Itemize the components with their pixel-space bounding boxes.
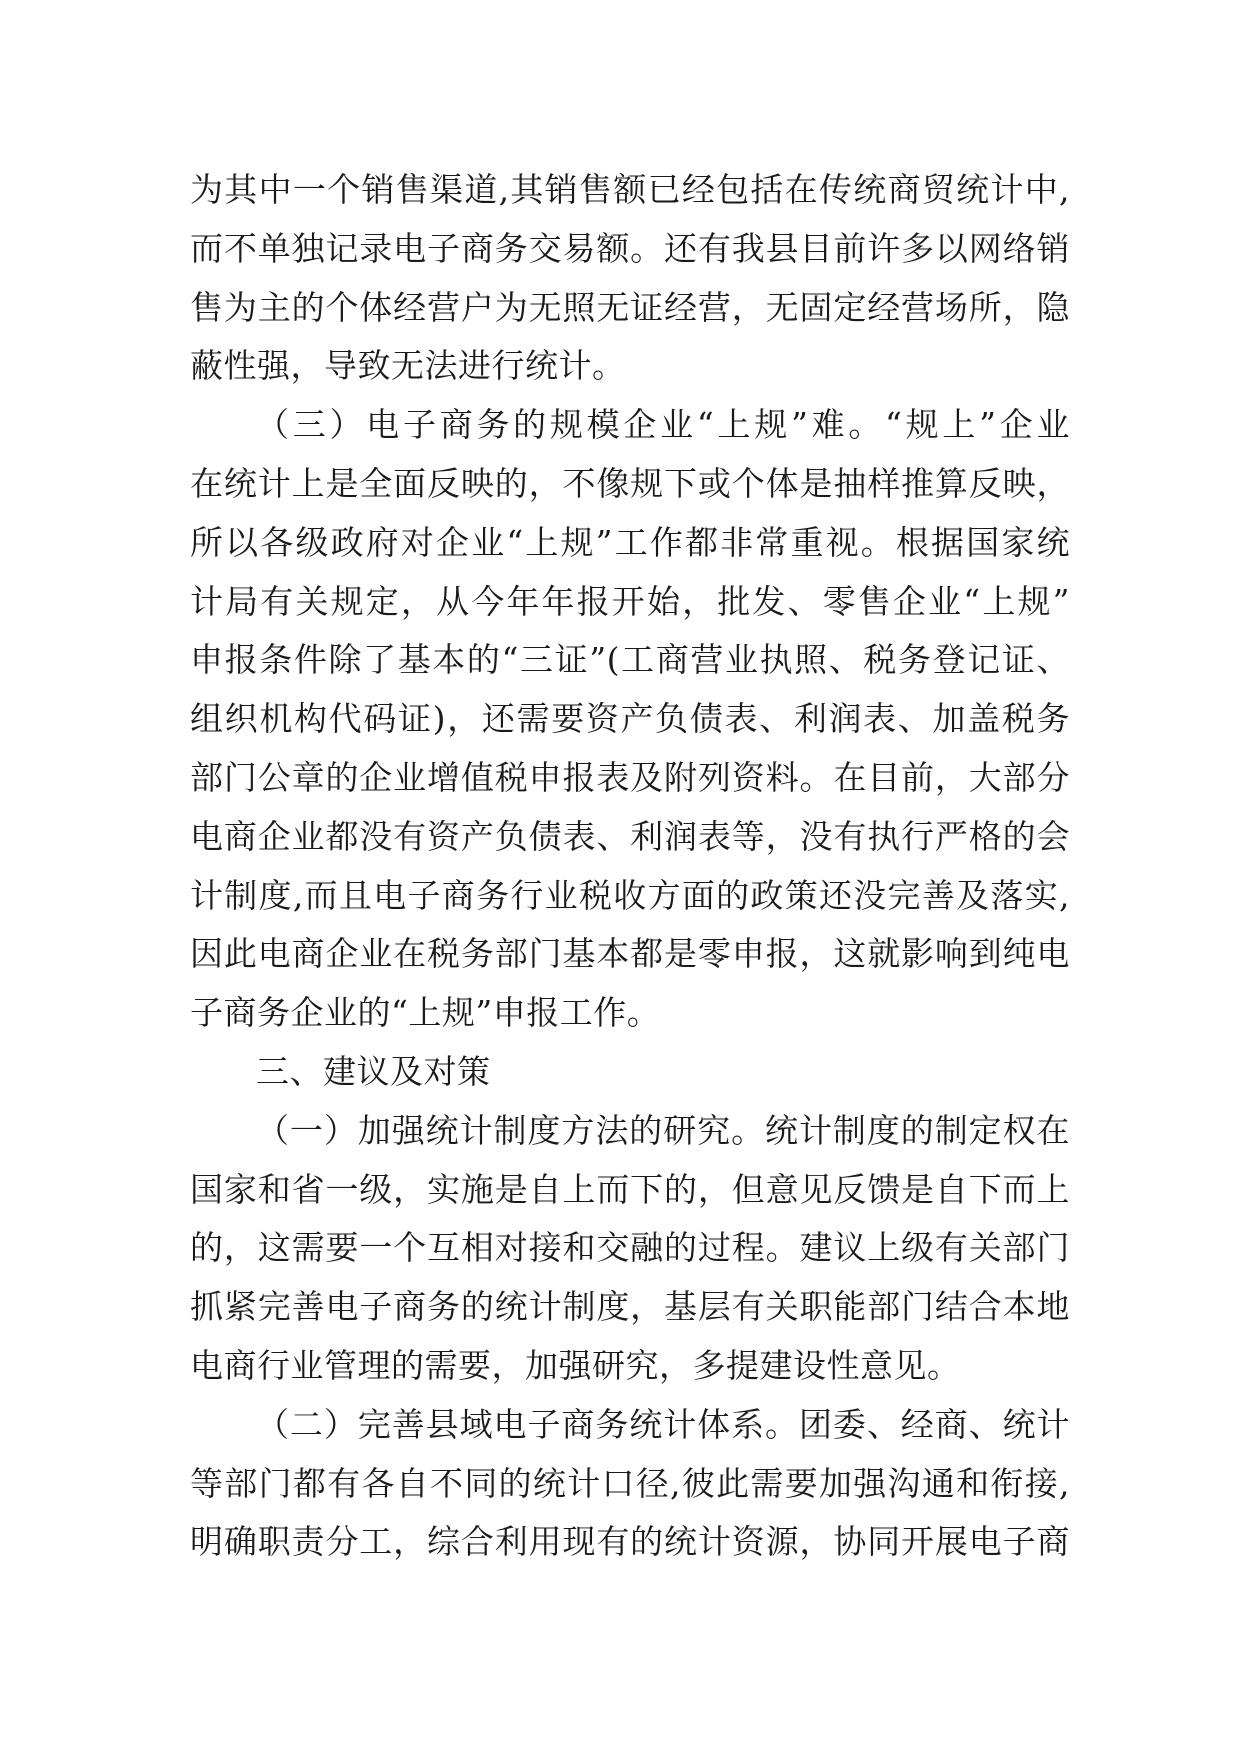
paragraph-line: 组织机构代码证)，还需要资产负债表、利润表、加盖税务 (190, 699, 1070, 739)
paragraph-line: 所以各级政府对企业“上规”工作都非常重视。根据国家统 (190, 522, 1070, 562)
paragraph-line: 等部门都有各自不同的统计口径,彼此需要加强沟通和衔接, (190, 1463, 1070, 1503)
paragraph-line: 抓紧完善电子商务的统计制度，基层有关职能部门结合本地 (190, 1287, 1070, 1327)
paragraph-line: （二）完善县域电子商务统计体系。团委、经商、统计 (256, 1404, 1070, 1444)
paragraph-line: 电商企业都没有资产负债表、利润表等，没有执行严格的会 (190, 816, 1070, 856)
paragraph-line: 计制度,而且电子商务行业税收方面的政策还没完善及落实, (190, 875, 1070, 915)
paragraph-line: 蔽性强，导致无法进行统计。 (190, 346, 626, 386)
paragraph-line: 而不单独记录电子商务交易额。还有我县目前许多以网络销 (190, 228, 1070, 268)
paragraph-line: 申报条件除了基本的“三证”(工商营业执照、税务登记证、 (190, 640, 1070, 680)
paragraph-line: （三）电子商务的规模企业“上规”难。“规上”企业 (256, 405, 1070, 445)
paragraph-line: （一）加强统计制度方法的研究。统计制度的制定权在 (256, 1110, 1070, 1150)
paragraph-line: 在统计上是全面反映的，不像规下或个体是抽样推算反映， (190, 463, 1070, 503)
paragraph-line: 因此电商企业在税务部门基本都是零申报，这就影响到纯电 (190, 934, 1070, 974)
paragraph-line: 电商行业管理的需要，加强研究，多提建设性意见。 (190, 1345, 961, 1385)
section-heading: 三、建议及对策 (256, 1051, 491, 1091)
paragraph-line: 为其中一个销售渠道,其销售额已经包括在传统商贸统计中, (190, 170, 1070, 209)
paragraph-line: 明确职责分工，综合利用现有的统计资源，协同开展电子商 (190, 1522, 1070, 1562)
paragraph-line: 的，这需要一个互相对接和交融的过程。建议上级有关部门 (190, 1228, 1070, 1268)
paragraph-line: 计局有关规定，从今年年报开始，批发、零售企业“上规” (190, 581, 1070, 621)
paragraph-line: 售为主的个体经营户为无照无证经营，无固定经营场所，隐 (190, 287, 1070, 327)
paragraph-line: 子商务企业的“上规”申报工作。 (190, 993, 661, 1033)
paragraph-line: 国家和省一级，实施是自上而下的，但意见反馈是自下而上 (190, 1169, 1070, 1209)
paragraph-line: 部门公章的企业增值税申报表及附列资料。在目前，大部分 (190, 757, 1070, 797)
document-body (190, 161, 1070, 1572)
